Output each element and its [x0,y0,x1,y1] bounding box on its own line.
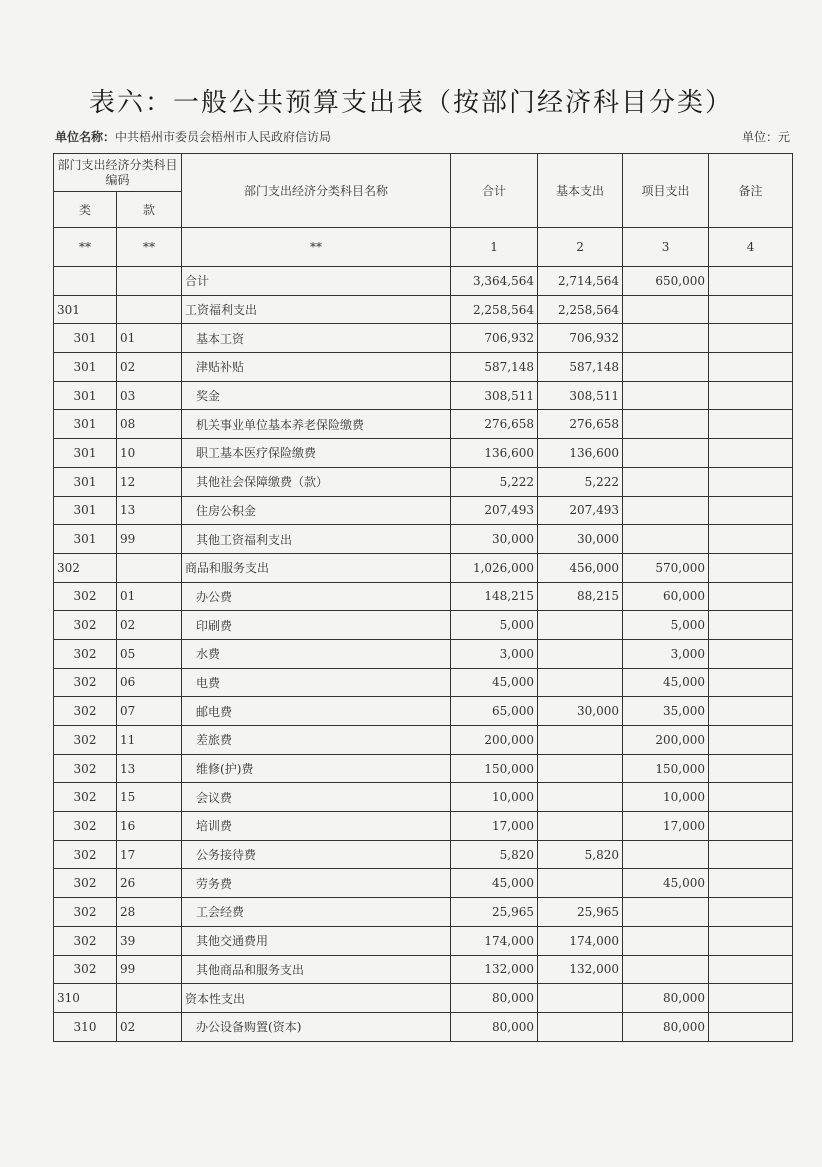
item-code-cell: 99 [117,525,182,554]
project-amount-cell: 5,000 [623,611,709,640]
item-name-cell: 职工基本医疗保险缴费 [182,439,451,468]
item-name-cell: 会议费 [182,783,451,812]
item-name-cell: 印刷费 [182,611,451,640]
class-code-cell: 302 [54,812,117,841]
item-code-cell [117,295,182,324]
remark-cell [709,267,793,296]
table-row [54,467,793,496]
name-header: 部门支出经济分类科目名称 [182,154,451,228]
basic-amount-cell [538,984,623,1013]
project-amount-cell: 200,000 [623,726,709,755]
page-title: 表六：一般公共预算支出表（按部门经济科目分类） [88,88,733,118]
total-amount-cell: 1,026,000 [451,553,538,582]
total-amount-cell: 10,000 [451,783,538,812]
item-name-cell: 其他交通费用 [182,926,451,955]
basic-amount-cell [538,754,623,783]
table-row [54,926,793,955]
class-code-cell: 301 [54,324,117,353]
remark-header: 备注 [709,154,793,228]
project-amount-cell: 150,000 [623,754,709,783]
table-row [54,324,793,353]
item-code-cell: 01 [117,324,182,353]
basic-amount-cell: 132,000 [538,955,623,984]
total-amount-cell: 2,258,564 [451,295,538,324]
basic-amount-cell [538,783,623,812]
table-row [54,381,793,410]
remark-cell [709,553,793,582]
total-amount-cell: 45,000 [451,869,538,898]
remark-cell [709,1012,793,1041]
index-cell: 4 [709,228,793,267]
item-header: 款 [117,192,182,228]
item-name-cell: 公务接待费 [182,840,451,869]
item-code-cell: 11 [117,726,182,755]
table-row [54,840,793,869]
project-amount-cell: 45,000 [623,869,709,898]
total-amount-cell: 80,000 [451,984,538,1013]
code-group-header: 部门支出经济分类科目编码 [54,154,182,192]
table-row [54,525,793,554]
basic-amount-cell: 30,000 [538,525,623,554]
table-row [54,267,793,296]
class-code-cell: 302 [54,582,117,611]
currency-unit: 单位：元 [741,130,790,144]
remark-cell [709,381,793,410]
basic-amount-cell [538,812,623,841]
remark-cell [709,410,793,439]
project-amount-cell [623,496,709,525]
item-name-cell: 合计 [182,267,451,296]
item-name-cell: 奖金 [182,381,451,410]
basic-header: 基本支出 [538,154,623,228]
table-row [54,984,793,1013]
item-name-cell: 邮电费 [182,697,451,726]
table-row [54,295,793,324]
item-name-cell: 机关事业单位基本养老保险缴费 [182,410,451,439]
remark-cell [709,926,793,955]
class-code-cell: 302 [54,611,117,640]
table-row [54,439,793,468]
table-row [54,726,793,755]
basic-amount-cell: 276,658 [538,410,623,439]
remark-cell [709,295,793,324]
item-name-cell: 基本工资 [182,324,451,353]
basic-amount-cell [538,639,623,668]
table-row [54,697,793,726]
item-code-cell: 39 [117,926,182,955]
basic-amount-cell [538,869,623,898]
project-amount-cell [623,926,709,955]
item-code-cell: 02 [117,1012,182,1041]
class-code-cell: 301 [54,467,117,496]
item-code-cell [117,984,182,1013]
total-amount-cell: 45,000 [451,668,538,697]
basic-amount-cell: 88,215 [538,582,623,611]
remark-cell [709,324,793,353]
table-row [54,754,793,783]
class-code-cell: 302 [54,898,117,927]
table-row [54,582,793,611]
remark-cell [709,984,793,1013]
remark-cell [709,898,793,927]
item-name-cell: 水费 [182,639,451,668]
header-row-1 [54,154,793,192]
total-amount-cell: 174,000 [451,926,538,955]
class-code-cell: 301 [54,410,117,439]
remark-cell [709,697,793,726]
project-amount-cell [623,525,709,554]
item-code-cell: 02 [117,353,182,382]
item-code-cell: 15 [117,783,182,812]
remark-cell [709,869,793,898]
item-code-cell [117,267,182,296]
remark-cell [709,754,793,783]
total-header: 合计 [451,154,538,228]
class-code-cell: 302 [54,726,117,755]
index-cell: 1 [451,228,538,267]
class-code-cell: 301 [54,295,117,324]
total-amount-cell: 136,600 [451,439,538,468]
project-amount-cell: 45,000 [623,668,709,697]
project-amount-cell: 60,000 [623,582,709,611]
class-code-cell: 302 [54,697,117,726]
table-row [54,639,793,668]
item-code-cell: 01 [117,582,182,611]
item-name-cell: 商品和服务支出 [182,553,451,582]
basic-amount-cell: 2,258,564 [538,295,623,324]
table-row [54,496,793,525]
class-code-cell: 301 [54,525,117,554]
project-amount-cell [623,381,709,410]
basic-amount-cell [538,726,623,755]
total-amount-cell: 3,364,564 [451,267,538,296]
project-amount-cell [623,410,709,439]
remark-cell [709,639,793,668]
total-amount-cell: 25,965 [451,898,538,927]
class-header: 类 [54,192,117,228]
item-name-cell: 电费 [182,668,451,697]
unit-name-label: 单位名称： [55,130,116,144]
class-code-cell [54,267,117,296]
table-row [54,611,793,640]
table-row [54,410,793,439]
total-amount-cell: 200,000 [451,726,538,755]
total-amount-cell: 30,000 [451,525,538,554]
class-code-cell: 302 [54,553,117,582]
basic-amount-cell: 174,000 [538,926,623,955]
remark-cell [709,955,793,984]
item-code-cell: 26 [117,869,182,898]
table-row [54,898,793,927]
total-amount-cell: 17,000 [451,812,538,841]
item-code-cell: 06 [117,668,182,697]
total-amount-cell: 150,000 [451,754,538,783]
basic-amount-cell: 25,965 [538,898,623,927]
class-code-cell: 302 [54,926,117,955]
basic-amount-cell: 706,932 [538,324,623,353]
table-row [54,1012,793,1041]
basic-amount-cell: 136,600 [538,439,623,468]
basic-amount-cell: 5,820 [538,840,623,869]
basic-amount-cell: 30,000 [538,697,623,726]
index-cell: 3 [623,228,709,267]
class-code-cell: 301 [54,496,117,525]
unit-name: 中共梧州市委员会梧州市人民政府信访局 [115,130,332,144]
item-code-cell: 17 [117,840,182,869]
item-name-cell: 其他社会保障缴费（款） [182,467,451,496]
remark-cell [709,840,793,869]
table-row [54,783,793,812]
project-amount-cell [623,295,709,324]
project-amount-cell [623,840,709,869]
table-row [54,668,793,697]
table-row [54,553,793,582]
basic-amount-cell: 456,000 [538,553,623,582]
unit-info-line [55,128,790,145]
project-amount-cell [623,439,709,468]
project-amount-cell: 10,000 [623,783,709,812]
total-amount-cell: 308,511 [451,381,538,410]
class-code-cell: 302 [54,639,117,668]
item-code-cell: 05 [117,639,182,668]
item-name-cell: 住房公积金 [182,496,451,525]
remark-cell [709,783,793,812]
basic-amount-cell: 2,714,564 [538,267,623,296]
item-code-cell: 28 [117,898,182,927]
item-code-cell: 03 [117,381,182,410]
index-cell: ** [117,228,182,267]
project-amount-cell: 3,000 [623,639,709,668]
project-amount-cell [623,324,709,353]
item-name-cell: 劳务费 [182,869,451,898]
basic-amount-cell: 308,511 [538,381,623,410]
class-code-cell: 302 [54,840,117,869]
class-code-cell: 310 [54,984,117,1013]
item-name-cell: 工会经费 [182,898,451,927]
class-code-cell: 310 [54,1012,117,1041]
item-code-cell: 02 [117,611,182,640]
project-amount-cell [623,467,709,496]
table-row [54,812,793,841]
index-row [54,228,793,267]
item-name-cell: 差旅费 [182,726,451,755]
basic-amount-cell [538,668,623,697]
item-name-cell: 维修(护)费 [182,754,451,783]
item-code-cell: 13 [117,754,182,783]
project-amount-cell: 35,000 [623,697,709,726]
remark-cell [709,668,793,697]
total-amount-cell: 5,222 [451,467,538,496]
table-row [54,955,793,984]
index-cell: ** [182,228,451,267]
expenditure-table [53,153,793,1042]
project-header: 项目支出 [623,154,709,228]
index-cell: 2 [538,228,623,267]
item-name-cell: 培训费 [182,812,451,841]
item-name-cell: 办公费 [182,582,451,611]
project-amount-cell: 17,000 [623,812,709,841]
item-name-cell: 办公设备购置(资本) [182,1012,451,1041]
item-name-cell: 资本性支出 [182,984,451,1013]
item-name-cell: 其他工资福利支出 [182,525,451,554]
total-amount-cell: 65,000 [451,697,538,726]
unit-name-block [55,128,331,145]
class-code-cell: 302 [54,869,117,898]
total-amount-cell: 80,000 [451,1012,538,1041]
item-code-cell: 12 [117,467,182,496]
total-amount-cell: 276,658 [451,410,538,439]
total-amount-cell: 5,000 [451,611,538,640]
project-amount-cell: 650,000 [623,267,709,296]
project-amount-cell: 570,000 [623,553,709,582]
class-code-cell: 301 [54,381,117,410]
project-amount-cell [623,955,709,984]
table-row [54,353,793,382]
basic-amount-cell: 587,148 [538,353,623,382]
class-code-cell: 302 [54,754,117,783]
item-code-cell: 99 [117,955,182,984]
table-row [54,869,793,898]
project-amount-cell: 80,000 [623,984,709,1013]
item-name-cell: 其他商品和服务支出 [182,955,451,984]
class-code-cell: 302 [54,783,117,812]
remark-cell [709,611,793,640]
total-amount-cell: 148,215 [451,582,538,611]
basic-amount-cell: 5,222 [538,467,623,496]
project-amount-cell [623,353,709,382]
total-amount-cell: 132,000 [451,955,538,984]
item-name-cell: 工资福利支出 [182,295,451,324]
total-amount-cell: 587,148 [451,353,538,382]
total-amount-cell: 3,000 [451,639,538,668]
remark-cell [709,812,793,841]
remark-cell [709,353,793,382]
remark-cell [709,582,793,611]
class-code-cell: 301 [54,353,117,382]
item-code-cell: 10 [117,439,182,468]
item-name-cell: 津贴补贴 [182,353,451,382]
index-cell: ** [54,228,117,267]
item-code-cell: 08 [117,410,182,439]
basic-amount-cell [538,611,623,640]
class-code-cell: 302 [54,668,117,697]
item-code-cell [117,553,182,582]
class-code-cell: 302 [54,955,117,984]
total-amount-cell: 207,493 [451,496,538,525]
remark-cell [709,496,793,525]
total-amount-cell: 706,932 [451,324,538,353]
basic-amount-cell [538,1012,623,1041]
total-amount-cell: 5,820 [451,840,538,869]
remark-cell [709,525,793,554]
remark-cell [709,467,793,496]
remark-cell [709,439,793,468]
item-code-cell: 07 [117,697,182,726]
project-amount-cell [623,898,709,927]
class-code-cell: 301 [54,439,117,468]
item-code-cell: 13 [117,496,182,525]
basic-amount-cell: 207,493 [538,496,623,525]
item-code-cell: 16 [117,812,182,841]
remark-cell [709,726,793,755]
project-amount-cell: 80,000 [623,1012,709,1041]
